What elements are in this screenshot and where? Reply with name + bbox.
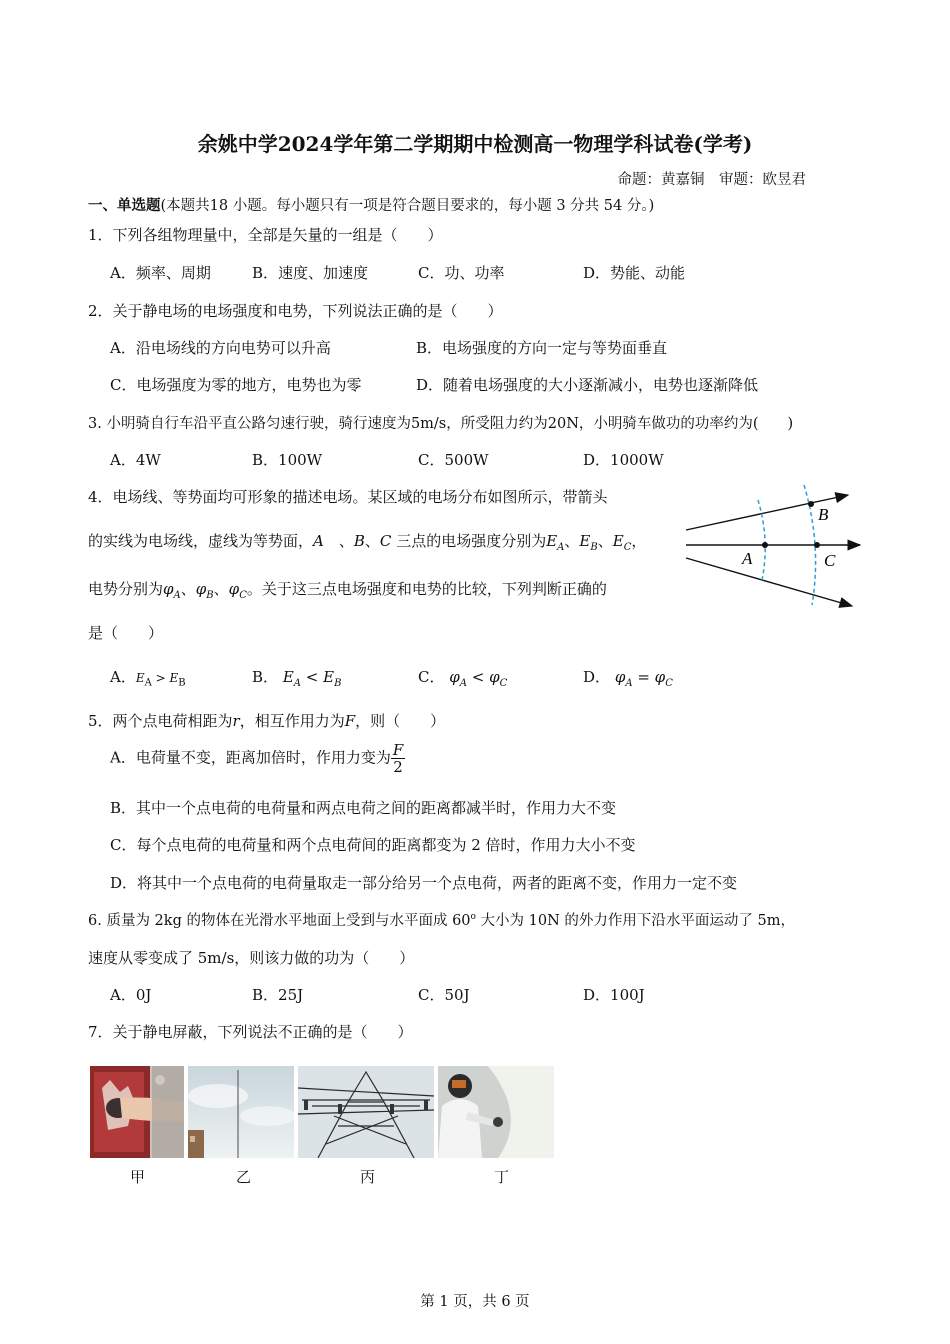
q4-operator: < xyxy=(301,668,324,686)
q4-sep: 、 xyxy=(323,532,354,550)
q4-operator: > xyxy=(151,671,170,685)
q4-sub: C xyxy=(623,542,632,553)
photo-jia xyxy=(90,1066,184,1158)
q4-option-c xyxy=(418,666,507,689)
setter-line: 命题：黄嘉铜 审题：欧昱君 xyxy=(617,172,806,188)
q4-option-label: A． xyxy=(110,668,136,686)
q4-e-symbol: E xyxy=(579,532,591,550)
photo-caption-jia: 甲 xyxy=(130,1168,146,1186)
q1-option-a: A．频率、周期 xyxy=(110,264,211,282)
q4-sub: A xyxy=(557,542,565,553)
q4-option-expr xyxy=(135,671,186,689)
q6-text: 6. 质量为 2kg 的物体在光滑水平地面上受到与水平面成 60 xyxy=(88,913,471,929)
q6-option-d: D．100J xyxy=(583,986,645,1004)
fraction-denominator: 2 xyxy=(393,758,403,776)
q2-option-c: C．电场强度为零的地方，电势也为零 xyxy=(110,376,362,394)
q2-option-a: A．沿电场线的方向电势可以升高 xyxy=(110,339,331,357)
q4-e-symbol: E xyxy=(135,671,145,685)
point-a-dot xyxy=(762,542,768,548)
q4-phi-symbol: φ xyxy=(195,580,207,598)
q4-line-2 xyxy=(88,530,646,553)
photo-bing xyxy=(298,1066,434,1158)
electric-field-diagram xyxy=(680,480,870,615)
q4-option-label: D． xyxy=(583,668,611,686)
q4-sub: A xyxy=(173,590,181,601)
q6-option-a: A．0J xyxy=(110,986,152,1004)
q4-option-b xyxy=(252,666,341,689)
q5-option-b: B．其中一个点电荷的电荷量和两点电荷之间的距离都减半时，作用力大不变 xyxy=(110,799,617,817)
q4-sub: B xyxy=(206,590,214,601)
q4-operator: = xyxy=(632,668,655,686)
q4-sub: C xyxy=(665,678,673,689)
q5-option-a-text: A．电荷量不变，距离加倍时，作用力变为 xyxy=(110,748,391,767)
q4-line-3 xyxy=(88,578,607,601)
q5-stem xyxy=(88,710,445,731)
page-title: 余姚中学2024学年第二学期期中检测高一物理学科试卷(学考) xyxy=(197,132,753,156)
q4-text: 电势分别为 xyxy=(88,580,164,598)
q4-sub: C xyxy=(499,678,508,689)
q4-phi-symbol: φ xyxy=(163,580,174,598)
q4-line-4: 是（ ） xyxy=(88,624,164,642)
q4-phi-symbol: φ xyxy=(614,668,626,686)
section-note: (本题共18 小题。每小题只有一项是符合题目要求的，每小题 3 分共 54 分。) xyxy=(160,198,655,214)
photo-caption-bing: 丙 xyxy=(360,1168,376,1186)
q4-sep: 、 xyxy=(364,532,380,550)
q4-sub: B xyxy=(178,677,186,689)
q2-option-b: B．电场强度的方向一定与等势面垂直 xyxy=(416,339,668,357)
q4-text: 三点的电场强度分别为 xyxy=(396,532,547,550)
point-b-dot xyxy=(808,501,814,507)
page-footer: 第 1 页，共 6 页 xyxy=(420,1294,530,1310)
q4-e-symbol: E xyxy=(323,668,335,686)
q6-option-c: C．50J xyxy=(418,986,470,1004)
q4-option-label: B． xyxy=(252,668,279,686)
q5-text: 5．两个点电荷相距为 xyxy=(88,712,233,730)
q4-e-symbol: E xyxy=(546,532,558,550)
q6-line-2: 速度从零变成了 5m/s，则该力做的功为（ ） xyxy=(88,949,415,967)
q6-option-b: B．25J xyxy=(252,986,304,1004)
q4-label-b: B xyxy=(353,532,365,550)
q4-sub: A xyxy=(625,678,633,689)
q4-e-symbol: E xyxy=(612,532,624,550)
q4-sub: C xyxy=(239,590,247,601)
q4-phi-symbol: φ xyxy=(489,668,500,686)
photo-ding xyxy=(438,1066,554,1158)
q5-option-d: D．将其中一个点电荷的电荷量取走一部分给另一个点电荷，两者的距离不变，作用力一定不变 xyxy=(110,874,738,892)
q3-option-a: A．4W xyxy=(110,451,161,469)
q4-operator: < xyxy=(467,668,490,686)
q4-sub: A xyxy=(459,678,468,689)
q4-phi-symbol: φ xyxy=(654,668,666,686)
q7-stem: 7．关于静电屏蔽，下列说法不正确的是（ ） xyxy=(88,1023,413,1041)
q4-sep: 、 xyxy=(597,532,613,550)
q5-option-c: C．每个点电荷的电荷量和两个点电荷间的距离都变为 2 倍时，作用力大小不变 xyxy=(110,836,636,854)
photo-yi xyxy=(188,1066,294,1158)
q4-e-symbol: E xyxy=(169,671,179,685)
q4-text: 。关于这三点电场强度和电势的比较，下列判断正确的 xyxy=(246,580,607,598)
fraction-numerator: F xyxy=(392,741,404,759)
q4-sub: A xyxy=(293,678,301,689)
q5-var-r: r xyxy=(232,712,240,730)
q1-option-d: D．势能、动能 xyxy=(583,264,686,282)
degree-mark: o xyxy=(470,912,476,923)
q5-text: ，相互作用力为 xyxy=(239,712,345,730)
q4-phi-symbol: φ xyxy=(449,668,460,686)
q5-text: ，则（ ） xyxy=(355,712,446,730)
q5-var-f: F xyxy=(344,712,356,730)
q1-option-b: B．速度、加速度 xyxy=(252,264,369,282)
photo-caption-ding: 丁 xyxy=(494,1168,510,1186)
q4-option-a xyxy=(110,666,186,688)
q5-option-a xyxy=(110,742,405,775)
q4-sep: ， xyxy=(631,532,647,550)
q4-sep: 、 xyxy=(213,580,229,598)
q1-option-c: C．功、功率 xyxy=(418,264,505,282)
q4-label-a: A xyxy=(313,532,324,550)
q4-text: 的实线为电场线，虚线为等势面， xyxy=(88,532,314,550)
q4-option-d xyxy=(583,666,673,689)
q3-option-b: B．100W xyxy=(252,451,323,469)
q4-e-symbol: E xyxy=(282,668,294,686)
point-c-dot xyxy=(814,542,820,548)
q4-sep: 、 xyxy=(564,532,580,550)
equipotential-left xyxy=(758,500,765,580)
q3-option-d: D．1000W xyxy=(583,451,664,469)
section-heading xyxy=(88,194,654,215)
fraction-f-over-2 xyxy=(391,742,405,775)
q6-text: 大小为 10N 的外力作用下沿水平面运动了 5m， xyxy=(475,913,795,929)
q2-stem: 2．关于静电场的电场强度和电势，下列说法正确的是（ ） xyxy=(88,302,503,320)
q4-sub: B xyxy=(590,542,598,553)
label-a: A xyxy=(742,549,753,568)
q4-label-c: C xyxy=(379,532,392,550)
section-title: 一、单选题 xyxy=(88,197,161,214)
q4-option-label: C． xyxy=(418,668,445,686)
q4-line-1: 4．电场线、等势面均可形象的描述电场。某区域的电场分布如图所示，带箭头 xyxy=(88,488,608,506)
q3-option-c: C．500W xyxy=(418,451,489,469)
q4-sep: 、 xyxy=(180,580,196,598)
q6-line-1 xyxy=(88,909,795,930)
q4-sub: A xyxy=(144,677,152,689)
q4-phi-symbol: φ xyxy=(228,580,240,598)
label-c: C xyxy=(824,551,836,570)
q3-stem: 3. 小明骑自行车沿平直公路匀速行驶，骑行速度为5m/s，所受阻力约为20N，小明骑车做功的功率约为( ) xyxy=(88,416,794,432)
label-b: B xyxy=(818,505,829,524)
q2-option-d: D．随着电场强度的大小逐渐减小，电势也逐渐降低 xyxy=(416,376,759,394)
q1-stem: 1．下列各组物理量中，全部是矢量的一组是（ ） xyxy=(88,226,443,244)
photo-caption-yi: 乙 xyxy=(236,1168,252,1186)
q4-sub: B xyxy=(334,678,342,689)
